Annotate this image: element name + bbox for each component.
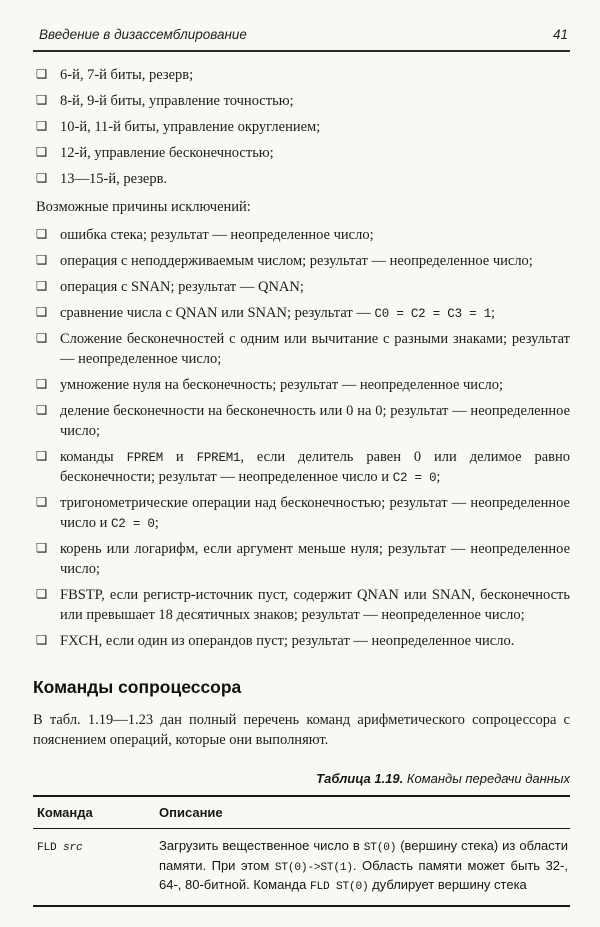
list-item-text: FXCH, если один из операндов пуст; результат — неопределенное число. — [60, 633, 515, 650]
list-item-text: 13—15-й, резерв. — [60, 170, 168, 187]
checkbox-bullet-icon: ❑ — [36, 91, 48, 107]
list-item — [33, 169, 570, 189]
running-header — [33, 26, 570, 50]
checkbox-bullet-icon: ❑ — [36, 586, 48, 602]
list-item-text: Сложение бесконечностей с одним или вычитание с разными знаками; результат — неопределенное число; — [60, 330, 570, 367]
exceptions-intro: Возможные причины исключений: — [36, 198, 251, 215]
list-item — [33, 117, 570, 137]
exceptions-list — [33, 225, 570, 652]
header-rule — [33, 50, 570, 52]
table-caption — [33, 770, 570, 788]
page-number: 41 — [552, 27, 568, 42]
list-item — [33, 303, 570, 323]
section-paragraph: В табл. 1.19—1.23 дан полный перечень команд арифметического сопроцессора с пояснением операций, которые они выполняют. — [33, 711, 570, 748]
list-item-text: 12-й, управление бесконечностью; — [60, 144, 274, 161]
description-cell: Загрузить вещественное число в ST(0) (вершину стека) из области памяти. При этом ST(0)->ST(1). Область памяти может быть 32-, 64-, 80-битной. Команда FLD ST(0) дублирует вершину стека — [159, 838, 568, 893]
list-item — [33, 631, 570, 651]
list-item — [33, 91, 570, 111]
table-header-command: Команда — [33, 796, 155, 829]
list-item — [33, 493, 570, 533]
bits-list — [33, 65, 570, 189]
list-item — [33, 375, 570, 395]
list-item-text: тригонометрические операции над бесконечностью; результат — неопределенное число и C2 = 0; — [60, 495, 570, 532]
list-item-text: сравнение числа с QNAN или SNAN; результат — C0 = C2 = C3 = 1; — [60, 304, 496, 321]
checkbox-bullet-icon: ❑ — [36, 65, 48, 81]
list-item — [33, 329, 570, 369]
table-row — [33, 829, 570, 906]
list-item — [33, 447, 570, 487]
list-item-text: операция с SNAN; результат — QNAN; — [60, 278, 304, 295]
table-caption-title: Команды передачи данных — [403, 770, 570, 786]
checkbox-bullet-icon: ❑ — [36, 225, 48, 241]
list-item — [33, 143, 570, 163]
list-item — [33, 585, 570, 625]
command-cell: FLD src — [37, 842, 83, 855]
section-heading: Команды сопроцессора — [33, 677, 242, 698]
list-item-text: команды FPREM и FPREM1, если делитель равен 0 или делимое равно бесконечности; результат — неопределенное число и C2 = 0; — [60, 448, 570, 486]
checkbox-bullet-icon: ❑ — [36, 632, 48, 648]
list-item-text: корень или логарифм, если аргумент меньше нуля; результат — неопределенное число; — [60, 541, 570, 578]
list-item — [33, 401, 570, 441]
checkbox-bullet-icon: ❑ — [36, 375, 48, 391]
list-item-text: умножение нуля на бесконечность; результат — неопределенное число; — [60, 376, 504, 393]
chapter-title: Введение в дизассемблирование — [39, 27, 247, 42]
checkbox-bullet-icon: ❑ — [36, 540, 48, 556]
checkbox-bullet-icon: ❑ — [36, 494, 48, 510]
checkbox-bullet-icon: ❑ — [36, 251, 48, 267]
list-item — [33, 251, 570, 271]
checkbox-bullet-icon: ❑ — [36, 143, 48, 159]
checkbox-bullet-icon: ❑ — [36, 169, 48, 185]
list-item-text: 6-й, 7-й биты, резерв; — [60, 66, 194, 83]
list-item-text: 10-й, 11-й биты, управление округлением; — [60, 118, 321, 135]
checkbox-bullet-icon: ❑ — [36, 401, 48, 417]
commands-table — [33, 795, 570, 908]
checkbox-bullet-icon: ❑ — [36, 447, 48, 463]
list-item-text: операция с неподдерживаемым числом; результат — неопределенное число; — [60, 252, 533, 269]
list-item-text: ошибка стека; результат — неопределенное число; — [60, 226, 374, 243]
table-header-row — [33, 796, 570, 829]
list-item-text: FBSTP, если регистр-источник пуст, содержит QNAN или SNAN, бесконечность или превышает 18 десятичных знаков; результат — неопределенное число; — [60, 587, 570, 624]
checkbox-bullet-icon: ❑ — [36, 303, 48, 319]
list-item — [33, 539, 570, 579]
table-header-description: Описание — [155, 796, 570, 829]
table-caption-label: Таблица 1.19. — [316, 770, 404, 786]
list-item — [33, 225, 570, 245]
list-item-text: 8-й, 9-й биты, управление точностью; — [60, 92, 294, 109]
checkbox-bullet-icon: ❑ — [36, 329, 48, 345]
list-item-text: деление бесконечности на бесконечность или 0 на 0; результат — неопределенное число; — [60, 402, 570, 439]
list-item — [33, 65, 570, 85]
checkbox-bullet-icon: ❑ — [36, 117, 48, 133]
checkbox-bullet-icon: ❑ — [36, 277, 48, 293]
list-item — [33, 277, 570, 297]
